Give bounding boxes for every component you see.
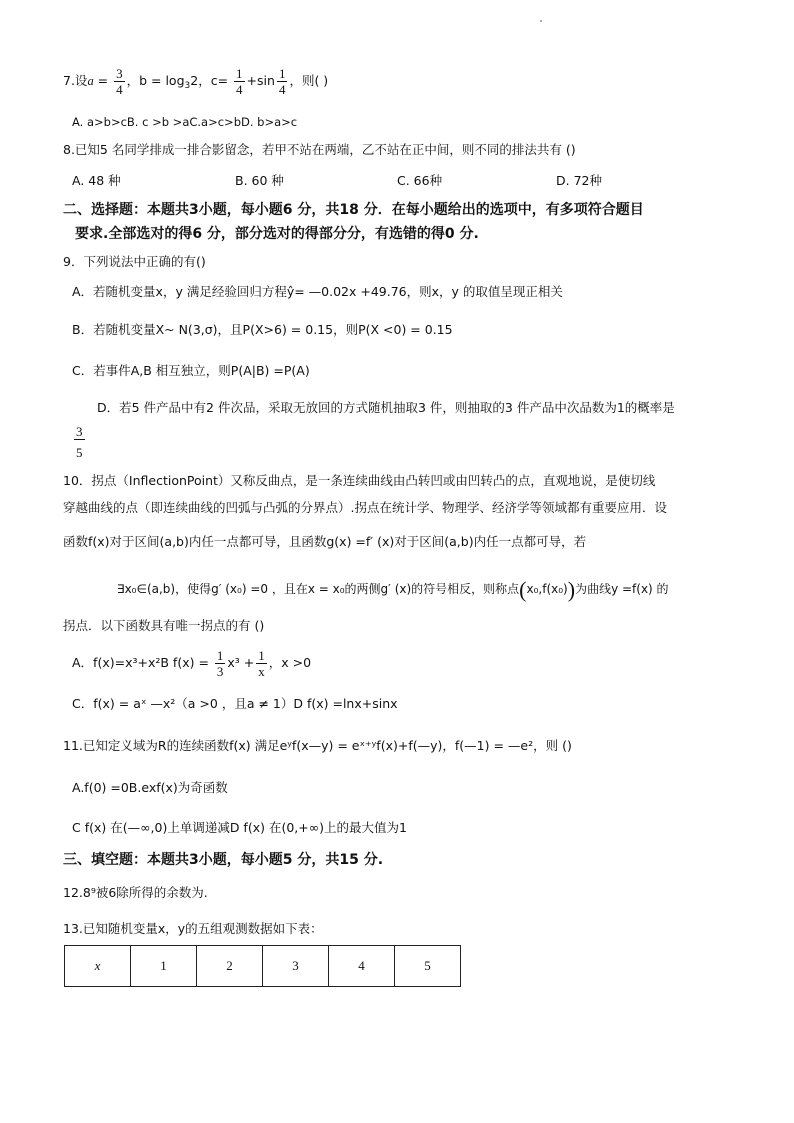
q11-stem: 11.已知定义域为R的连续函数f(x) 满足eʸf(x—y) = eˣ⁺ʸf(x)+f(—y)，f(—1) = —e²，则 () [63, 738, 572, 753]
table-cell: 4 [329, 946, 395, 987]
observation-table [64, 945, 461, 987]
table-cell: 5 [395, 946, 461, 987]
page-mark [540, 20, 542, 22]
right-paren: ) [567, 577, 576, 602]
q11-options-ab: A.f(0) =0B.exf(x)为奇函数 [72, 780, 228, 795]
q7-c-fraction-2: $\frac{1}{4}$ [278, 66, 286, 97]
q8-option-d: D. 72种 [556, 173, 602, 188]
q7-lead: 7.设 [63, 73, 88, 88]
q12-stem: 12.8⁹被6除所得的余数为. [63, 885, 208, 900]
table-cell-header-x: x [65, 946, 131, 987]
left-paren: ( [519, 577, 527, 602]
q7-tail: ，则( ) [289, 73, 329, 88]
q10-line5: 拐点．以下函数具有唯一拐点的有 () [63, 618, 265, 633]
q7-c-plus: +sin [246, 73, 275, 88]
q7-b-arg: 2，c= [190, 73, 233, 88]
q7-a-fraction: $\frac{3}{4}$ [116, 66, 123, 97]
section2-heading-line2: 要求.全部选对的得6 分，部分选对的得部分分，有选错的得0 分. [75, 226, 479, 242]
q7-options: A. a>b>cB. c >b >aC.a>c>bD. b>a>c [72, 115, 298, 129]
q10-options-cd: C．f(x) = aˣ —x²（a >0 ，且a ≠ 1）D f(x) =lnx+sinx [72, 696, 398, 711]
q10-line3: 函数f(x)对于区间(a,b)内任一点都可导，且函数g(x) =f′ (x)对于区间(a,b)内任一点都可导，若 [63, 534, 587, 549]
q8-option-b: B. 60 种 [235, 173, 284, 188]
inflection-point-expr: x₀,f(x₀) [526, 582, 568, 596]
q10-line4: ∃x₀∈(a,b)，使得g′ (x₀) =0 ，且在x = x₀的两侧g′ (x)的符号相反，则称点(x₀,f(x₀))为曲线y =f(x) 的 [117, 577, 669, 602]
q8-option-a: A. 48 种 [72, 173, 121, 188]
q10-fraction-1-3: $\frac{1}{3}$ [216, 648, 224, 679]
q7-c-fraction-1: $\frac{1}{4}$ [236, 66, 243, 97]
q10-options-ab: A．f(x)=x³+x²B f(x) = $\frac{1}{3}$ x³ + $\frac{1}{x}$ ，x >0 [72, 648, 312, 679]
q7-stem [63, 66, 328, 97]
q11-options-cd: C f(x) 在(—∞,0)上单调递减D f(x) 在(0,+∞)上的最大值为1 [72, 820, 407, 835]
q9-stem: 9．下列说法中正确的有() [63, 254, 206, 269]
table-row [65, 946, 461, 987]
section3-heading: 三、填空题：本题共3小题，每小题5 分，共15 分. [63, 852, 384, 868]
q9-option-c: C．若事件A,B 相互独立，则P(A|B) =P(A) [72, 363, 310, 378]
q8-option-c: C. 66种 [397, 173, 443, 188]
q9-option-a: A．若随机变量x，y 满足经验回归方程ŷ= —0.02x +49.76，则x，y 的取值呈现正相关 [72, 284, 563, 299]
table-cell: 2 [197, 946, 263, 987]
table-cell: 1 [131, 946, 197, 987]
q10-line2: 穿越曲线的点（即连续曲线的凹弧与凸弧的分界点）.拐点在统计学、物理学、经济学等领域都有重要应用．设 [63, 500, 667, 515]
q10-fraction-1-x: $\frac{1}{x}$ [258, 648, 265, 679]
q7-log-base: 3 [184, 81, 191, 91]
q9-option-b: B．若随机变量X~ N(3,σ)，且P(X>6) = 0.15，则P(X <0) = 0.15 [72, 322, 453, 337]
q7-b-text: ，b = log [126, 73, 185, 88]
q7-eq: = [93, 73, 113, 88]
q9-option-d: D．若5 件产品中有2 件次品，采取无放回的方式随机抽取3 件，则抽取的3 件产品中次品数为1的概率是 [97, 400, 675, 415]
table-cell: 3 [263, 946, 329, 987]
section2-heading-line1: 二、选择题：本题共3小题，每小题6 分，共18 分．在每小题给出的选项中，有多项符合题目 [63, 202, 644, 218]
q10-line1: 10．拐点（InflectionPoint）又称反曲点，是一条连续曲线由凸转凹或由凹转凸的点，直观地说，是使切线 [63, 473, 656, 488]
q7-a-var: a [87, 74, 94, 88]
q8-stem: 8.已知5 名同学排成一排合影留念，若甲不站在两端，乙不站在正中间，则不同的排法共有 () [63, 142, 576, 157]
q13-stem: 13.已知随机变量x，y的五组观测数据如下表： [63, 921, 323, 936]
q9-option-d-fraction: $\frac{3}{5}$ [76, 424, 83, 460]
